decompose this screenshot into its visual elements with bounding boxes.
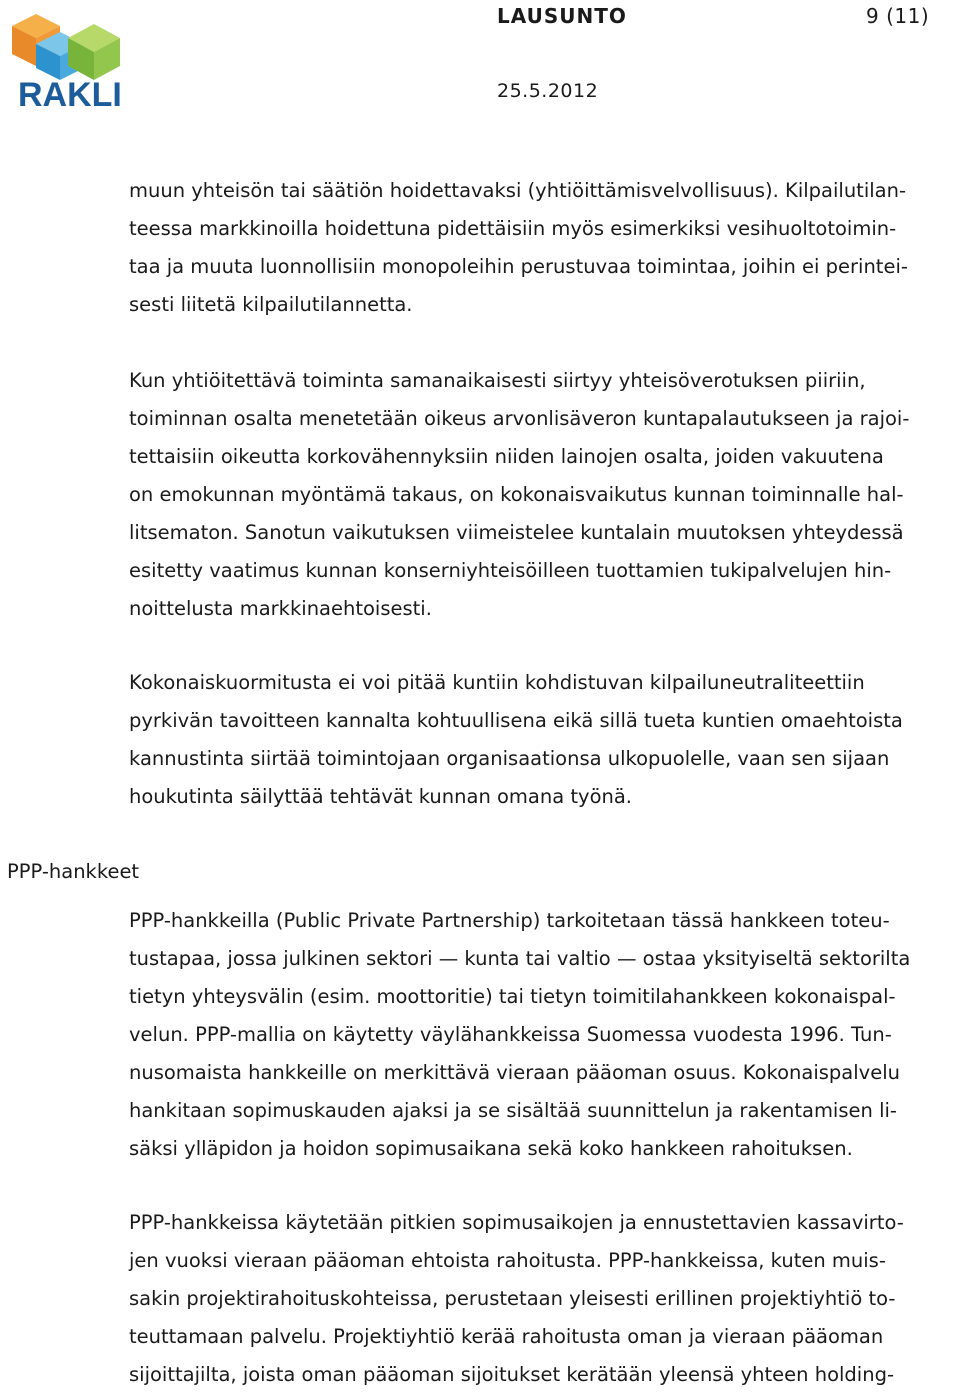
text-line: muun yhteisön tai säätiön hoidettavaksi (yhtiöittämisvelvollisuus). Kilpailutilan-	[129, 179, 907, 202]
document-date: 25.5.2012	[497, 80, 599, 102]
text-line: jen vuoksi vieraan pääoman ehtoista rahoitusta. PPP-hankkeissa, kuten muis-	[129, 1249, 886, 1272]
rakli-logo	[6, 4, 126, 108]
text-line: PPP-hankkeissa käytetään pitkien sopimusaikojen ja ennustettavien kassavirto-	[129, 1211, 904, 1234]
text-line: litsematon. Sanotun vaikutuksen viimeistelee kuntalain muutoksen yhteydessä	[129, 521, 904, 544]
text-line: tietyn yhteysvälin (esim. moottoritie) tai tietyn toimitilahankkeen kokonaispal-	[129, 985, 896, 1008]
section-heading: PPP-hankkeet	[7, 860, 140, 883]
text-line: Kun yhtiöitettävä toiminta samanaikaisesti siirtyy yhteisöverotuksen piiriin,	[129, 369, 866, 392]
text-line: PPP-hankkeilla (Public Private Partnership) tarkoitetaan tässä hankkeen toteu-	[129, 909, 890, 932]
text-line: esitetty vaatimus kunnan konserniyhteisöilleen tuottamien tukipalvelujen hin-	[129, 559, 892, 582]
text-line: toiminnan osalta menetetään oikeus arvonlisäveron kuntapalautukseen ja rajoi-	[129, 407, 910, 430]
text-line: Kokonaiskuormitusta ei voi pitää kuntiin kohdistuvan kilpailuneutraliteettiin	[129, 671, 865, 694]
paragraph-5	[129, 1204, 960, 1394]
text-line: sijoittajilta, joista oman pääoman sijoitukset kerätään yleensä yhteen holding-	[129, 1363, 894, 1386]
paragraph-4	[129, 902, 960, 1168]
text-line: teessa markkinoilla hoidettuna pidettäisiin myös esimerkiksi vesihuoltotoimin-	[129, 217, 897, 240]
text-line: tustapaa, jossa julkinen sektori — kunta tai valtio — ostaa yksityiseltä sektorilta	[129, 947, 911, 970]
text-line: pyrkivän tavoitteen kannalta kohtuullisena eikä sillä tueta kuntien omaehtoista	[129, 709, 903, 732]
text-line: velun. PPP-mallia on käytetty väylähankkeissa Suomessa vuodesta 1996. Tun-	[129, 1023, 892, 1046]
text-line: tettaisiin oikeutta korkovähennyksiin niiden lainojen osalta, joiden vakuutena	[129, 445, 884, 468]
text-line: sakin projektirahoituskohteissa, perustetaan yleisesti erillinen projektiyhtiö to-	[129, 1287, 896, 1310]
svg-text:RAKLI: RAKLI	[18, 76, 122, 108]
logo-cubes-icon	[6, 4, 126, 108]
text-line: nusomaista hankkeille on merkittävä vieraan pääoman osuus. Kokonaispalvelu	[129, 1061, 900, 1084]
document-type: LAUSUNTO	[497, 4, 627, 28]
text-line: houkutinta säilyttää tehtävät kunnan omana työnä.	[129, 785, 633, 808]
paragraph-1	[129, 172, 960, 324]
text-line: taa ja muuta luonnollisiin monopoleihin perustuvaa toimintaa, joihin ei perintei-	[129, 255, 908, 278]
text-line: on emokunnan myöntämä takaus, on kokonaisvaikutus kunnan toiminnalle hal-	[129, 483, 904, 506]
paragraph-2	[129, 362, 960, 628]
text-line: hankitaan sopimuskauden ajaksi ja se sisältää suunnittelun ja rakentamisen li-	[129, 1099, 897, 1122]
paragraph-3	[129, 664, 960, 816]
text-line: sesti liitetä kilpailutilannetta.	[129, 293, 413, 316]
text-line: säksi ylläpidon ja hoidon sopimusaikana sekä koko hankkeen rahoituksen.	[129, 1137, 853, 1160]
text-line: teuttamaan palvelu. Projektiyhtiö kerää rahoitusta oman ja vieraan pääoman	[129, 1325, 884, 1348]
text-line: noittelusta markkinaehtoisesti.	[129, 597, 432, 620]
text-line: kannustinta siirtää toimintojaan organisaationsa ulkopuolelle, vaan sen sijaan	[129, 747, 890, 770]
page-number: 9 (11)	[866, 4, 930, 28]
